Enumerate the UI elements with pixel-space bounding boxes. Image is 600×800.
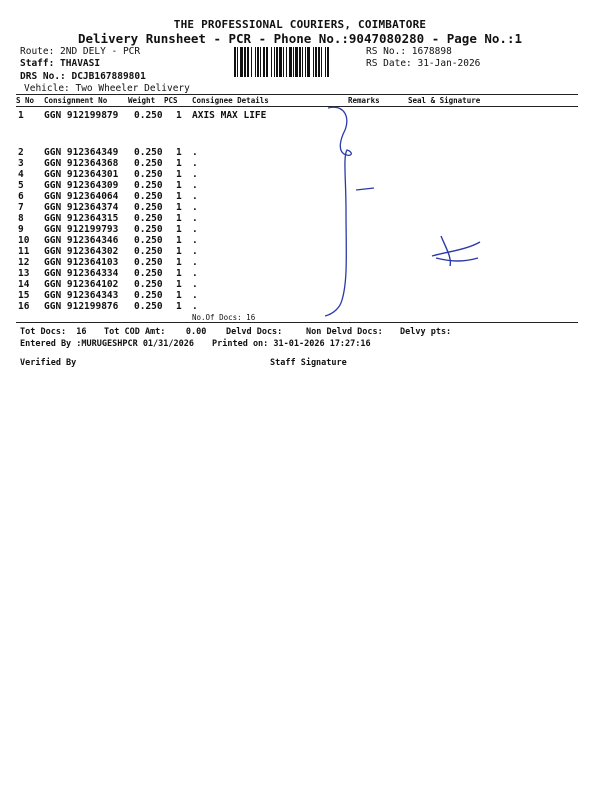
rs-number: RS No.: 1678898	[366, 46, 452, 57]
company-title: THE PROFESSIONAL COURIERS, COIMBATORE	[173, 18, 427, 31]
col-consignee: Consignee Details	[192, 96, 269, 105]
row-consignment: GGN 912364346	[44, 235, 119, 246]
row-consignee: .	[192, 213, 198, 224]
row-consignment: GGN 912364102	[44, 279, 119, 290]
row-pcs: 1	[176, 246, 182, 257]
runsheet-subtitle: Delivery Runsheet - PCR - Phone No.:9047080280 - Page No.:1	[77, 31, 522, 46]
row-consignee: .	[192, 180, 198, 191]
row-sno: 13	[18, 268, 30, 279]
row-consignee: .	[192, 290, 198, 301]
drs-number: DRS No.: DCJB167889801	[20, 71, 146, 82]
row-sno: 14	[18, 279, 30, 290]
row-sno: 9	[18, 224, 24, 235]
row-pcs: 1	[176, 257, 182, 268]
row-consignee: .	[192, 202, 198, 213]
row-weight: 0.250	[134, 290, 163, 301]
row-pcs: 1	[176, 202, 182, 213]
col-sno: S No	[16, 96, 35, 105]
route-label: Route: 2ND DELY - PCR	[20, 46, 141, 57]
row-weight: 0.250	[134, 158, 163, 169]
row-consignee: .	[192, 268, 198, 279]
row-consignment: GGN 912364301	[44, 169, 119, 180]
row-consignee: .	[192, 147, 198, 158]
rs-date: RS Date: 31-Jan-2026	[366, 58, 481, 69]
row-consignment: GGN 912199793	[44, 224, 119, 235]
row-sno: 5	[18, 180, 24, 191]
row-weight: 0.250	[134, 257, 163, 268]
row-sno: 16	[18, 301, 30, 312]
staff-signature: Staff Signature	[270, 358, 347, 368]
row-consignee: AXIS MAX LIFE	[192, 110, 267, 121]
row-pcs: 1	[176, 279, 182, 290]
col-weight: Weight	[128, 96, 156, 105]
col-pcs: PCS	[164, 96, 178, 105]
row-consignment: GGN 912364334	[44, 268, 119, 279]
col-remarks: Remarks	[348, 96, 380, 105]
delvd-docs: Delvd Docs:	[226, 327, 283, 337]
row-weight: 0.250	[134, 268, 163, 279]
row-consignee: .	[192, 246, 198, 257]
row-consignment: GGN 912364315	[44, 213, 119, 224]
col-consignment: Consignment No	[44, 96, 108, 105]
printed-on: Printed on: 31-01-2026 17:27:16	[212, 339, 371, 349]
row-pcs: 1	[176, 169, 182, 180]
row-weight: 0.250	[134, 235, 163, 246]
delvy-pts: Delvy pts:	[400, 327, 452, 337]
row-weight: 0.250	[134, 224, 163, 235]
row-consignment: GGN 912364103	[44, 257, 119, 268]
row-weight: 0.250	[134, 180, 163, 191]
row-pcs: 1	[176, 301, 182, 312]
row-pcs: 1	[176, 180, 182, 191]
row-consignment: GGN 912364064	[44, 191, 119, 202]
tot-docs: Tot Docs: 16	[20, 327, 87, 337]
col-seal: Seal & Signature	[408, 96, 481, 105]
row-sno: 7	[18, 202, 24, 213]
row-consignee: .	[192, 257, 198, 268]
row-weight: 0.250	[134, 147, 163, 158]
row-pcs: 1	[176, 235, 182, 246]
staff-label: Staff: THAVASI	[20, 58, 101, 69]
row-consignee: .	[192, 279, 198, 290]
row-pcs: 1	[176, 290, 182, 301]
row-consignment: GGN 912364374	[44, 202, 119, 213]
row-pcs: 1	[176, 224, 182, 235]
row-consignment: GGN 912364302	[44, 246, 119, 257]
signature-mark	[432, 236, 480, 266]
row-weight: 0.250	[134, 246, 163, 257]
row-consignment: GGN 912199876	[44, 301, 119, 312]
row-weight: 0.250	[134, 169, 163, 180]
row-pcs: 1	[176, 110, 182, 121]
dash-mark	[356, 188, 374, 190]
row-sno: 3	[18, 158, 24, 169]
row-consignee: .	[192, 158, 198, 169]
row-pcs: 1	[176, 147, 182, 158]
row-consignee: .	[192, 169, 198, 180]
row-consignment: GGN 912364349	[44, 147, 119, 158]
row-sno: 15	[18, 290, 30, 301]
row-consignment: GGN 912364343	[44, 290, 119, 301]
row-sno: 2	[18, 147, 24, 158]
row-weight: 0.250	[134, 110, 163, 121]
verified-by: Verified By	[20, 358, 77, 368]
row-consignment: GGN 912199879	[44, 110, 119, 121]
row-weight: 0.250	[134, 202, 163, 213]
row-sno: 4	[18, 169, 24, 180]
row-sno: 8	[18, 213, 24, 224]
row-pcs: 1	[176, 191, 182, 202]
entered-by: Entered By :MURUGESHPCR 01/31/2026	[20, 339, 194, 349]
no-of-docs: No.Of Docs: 16	[192, 313, 256, 322]
row-weight: 0.250	[134, 279, 163, 290]
row-weight: 0.250	[134, 191, 163, 202]
bracket-mark	[325, 107, 351, 316]
row-sno: 12	[18, 257, 30, 268]
row-sno: 10	[18, 235, 30, 246]
row-consignee: .	[192, 224, 198, 235]
row-consignment: GGN 912364309	[44, 180, 119, 191]
vehicle-label: Vehicle: Two Wheeler Delivery	[24, 83, 190, 94]
row-consignee: .	[192, 235, 198, 246]
row-sno: 11	[18, 246, 30, 257]
row-sno: 1	[18, 110, 24, 121]
row-weight: 0.250	[134, 213, 163, 224]
row-pcs: 1	[176, 213, 182, 224]
row-consignment: GGN 912364368	[44, 158, 119, 169]
row-consignee: .	[192, 301, 198, 312]
non-delvd-docs: Non Delvd Docs:	[306, 327, 383, 337]
row-pcs: 1	[176, 268, 182, 279]
row-pcs: 1	[176, 158, 182, 169]
row-consignee: .	[192, 191, 198, 202]
row-weight: 0.250	[134, 301, 163, 312]
row-sno: 6	[18, 191, 24, 202]
tot-cod-amt: Tot COD Amt: 0.00	[104, 327, 207, 337]
